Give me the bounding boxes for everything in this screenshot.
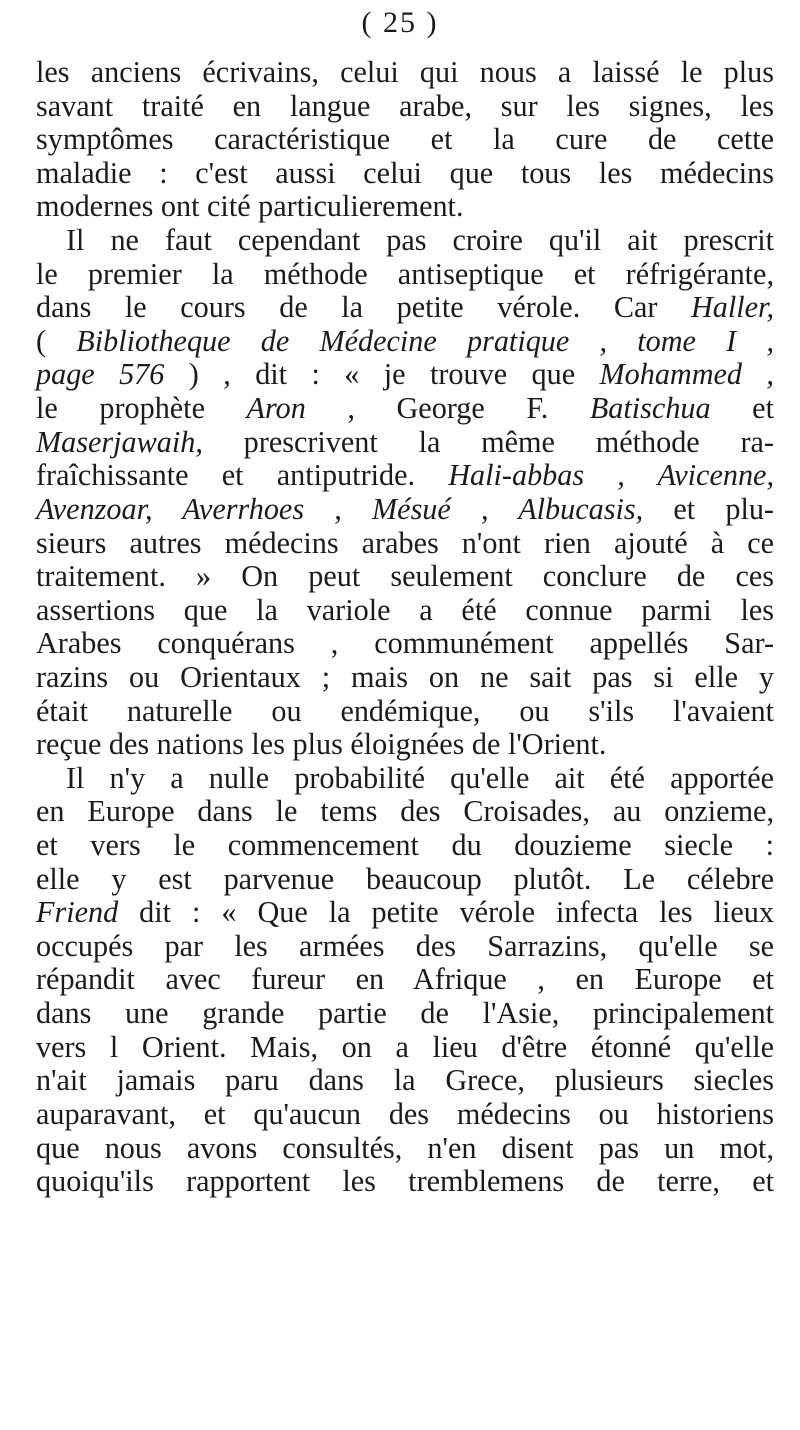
text-line	[36, 560, 774, 594]
text-line	[36, 930, 774, 964]
text-line	[36, 258, 774, 292]
text-line	[36, 56, 774, 90]
text-segment: ) , dit : « je trouve que	[164, 357, 600, 392]
text-line	[36, 90, 774, 124]
italic-text: Avenzoar, Averrhoes , Mésué , Albucasis,	[36, 491, 644, 526]
text-line	[36, 493, 774, 527]
text-segment: Arabes conquérans , communément appellés Sar-	[36, 626, 774, 661]
text-segment: occupés par les armées des Sarrazins, qu'elle se	[36, 928, 774, 963]
text-line	[36, 1031, 774, 1065]
text-segment: George F.	[354, 391, 590, 426]
text-line	[36, 963, 774, 997]
text-segment: prescrivent la même méthode ra-	[202, 424, 774, 459]
text-segment: dans une grande partie de l'Asie, principalement	[36, 996, 774, 1031]
text-line	[36, 795, 774, 829]
text-segment: assertions que la variole a été connue parmi les	[36, 592, 774, 627]
text-line	[36, 459, 774, 493]
text-segment: que nous avons consultés, n'en disent pas un mot,	[36, 1130, 774, 1165]
text-line	[36, 661, 774, 695]
text-segment: et plu-	[643, 491, 774, 526]
text-line	[36, 392, 774, 426]
text-segment: n'ait jamais paru dans la Grece, plusieurs siecles	[36, 1063, 774, 1098]
text-segment: Il n'y a nulle probabilité qu'elle ait été apportée	[66, 760, 774, 795]
text-segment: sieurs autres médecins arabes n'ont rien ajouté à ce	[36, 525, 774, 560]
text-line	[36, 896, 774, 930]
text-line	[36, 594, 774, 628]
text-segment: reçue des nations les plus éloignées de l'Orient.	[36, 727, 607, 762]
text-line	[36, 1098, 774, 1132]
text-segment: modernes ont cité particulierement.	[36, 189, 464, 224]
text-segment: traitement. » On peut seulement conclure de ces	[36, 559, 774, 594]
text-line	[36, 863, 774, 897]
italic-text: Friend	[36, 895, 119, 930]
text-segment: répandit avec fureur en Afrique , en Europe et	[36, 962, 774, 997]
text-line	[36, 325, 774, 359]
text-segment: elle y est parvenue beaucoup plutôt. Le célebre	[36, 861, 774, 896]
text-segment: savant traité en langue arabe, sur les signes, les	[36, 88, 774, 123]
text-line	[36, 1064, 774, 1098]
text-segment: et	[710, 391, 774, 426]
text-line	[36, 829, 774, 863]
text-segment: le prophète	[36, 391, 247, 426]
text-segment: le premier la méthode antiseptique et réfrigérante,	[36, 256, 774, 291]
text-segment: dans le cours de la petite vérole. Car	[36, 290, 691, 325]
body-text	[36, 56, 774, 1199]
text-segment: fraîchissante et antiputride.	[36, 458, 449, 493]
text-line	[36, 1165, 774, 1199]
text-segment: et vers le commencement du douzieme siecle :	[36, 828, 774, 863]
text-line	[36, 627, 774, 661]
text-segment: razins ou Orientaux ; mais on ne sait pas si elle y	[36, 659, 774, 694]
text-line	[36, 762, 774, 796]
text-segment: auparavant, et qu'aucun des médecins ou historiens	[36, 1096, 774, 1131]
text-line	[36, 358, 774, 392]
italic-text: Haller,	[690, 290, 774, 325]
page-number: ( 25 )	[361, 6, 439, 39]
text-segment: les anciens écrivains, celui qui nous a laissé le plus	[36, 55, 774, 89]
text-line	[36, 728, 774, 762]
italic-text: Mohammed ,	[599, 357, 774, 392]
text-segment: dit : « Que la petite vérole infecta les lieux	[118, 895, 774, 930]
italic-text: page 576	[36, 357, 165, 392]
italic-text: Bibliotheque de Médecine pratique , tome I ,	[76, 323, 774, 358]
text-segment: maladie : c'est aussi celui que tous les médecins	[36, 155, 774, 190]
text-line	[36, 426, 774, 460]
text-segment: symptômes caractéristique et la cure de cette	[36, 122, 774, 157]
text-line	[36, 527, 774, 561]
text-line	[36, 157, 774, 191]
text-line	[36, 291, 774, 325]
italic-text: Aron ,	[246, 391, 355, 426]
text-line	[36, 695, 774, 729]
text-line	[36, 997, 774, 1031]
text-line	[36, 123, 774, 157]
text-segment: (	[36, 323, 77, 358]
text-line	[36, 190, 774, 224]
text-line	[36, 1132, 774, 1166]
text-segment: Il ne faut cependant pas croire qu'il ait prescrit	[66, 223, 774, 258]
italic-text: Hali-abbas , Avicenne,	[448, 458, 774, 493]
text-segment: vers l Orient. Mais, on a lieu d'être étonné qu'elle	[36, 1029, 774, 1064]
italic-text: Batischua	[589, 391, 711, 426]
text-segment: quoiqu'ils rapportent les tremblemens de terre, et	[36, 1164, 774, 1199]
text-segment: était naturelle ou endémique, ou s'ils l'avaient	[36, 693, 774, 728]
text-segment: en Europe dans le tems des Croisades, au onzieme,	[36, 794, 774, 829]
text-line	[36, 224, 774, 258]
italic-text: Maserjawaih,	[36, 424, 203, 459]
